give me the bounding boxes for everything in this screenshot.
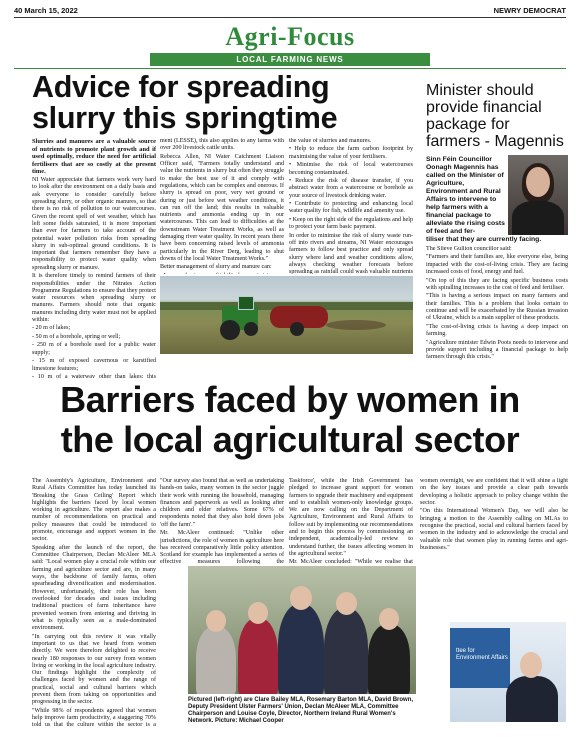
article2-headline: Minister should provide financial package for farmers - Magennis <box>426 82 564 150</box>
article3-paragraph: "In carrying out this review it was vitally important to us that we heard from women directly. We were therefore delighted to receive nearly 180 responses to our survey from women living or working in the local agriculture industry. Our findings highlight the complexity of challenges faced by women and the range of practical, social and cultural barriers which prevent them from taking on opportunities and progressing in the sector. <box>32 633 156 706</box>
portrait-face <box>526 167 550 197</box>
section-subtitle: LOCAL FARMING NEWS <box>236 55 344 64</box>
article3-column-1 <box>32 478 156 728</box>
article1-column-1 <box>32 138 156 378</box>
chairperson-photo <box>450 622 566 722</box>
person-head <box>248 602 268 624</box>
article3-paragraph: Mr. McAleer continued: "Unlike other jurisdictions, the role of women in agriculture here has received comparatively little policy attention. Scotland for example has implemented a series of effective measures following the <box>160 530 284 564</box>
article1-paragraph: • Minimise the risk of local watercourses becoming contaminated. <box>289 162 413 176</box>
article3-paragraph: The Assembly's Agriculture, Environment and Rural Affairs Committee has today launched its 'Breaking the Grass Ceiling' Report which highlights the barriers faced by local women working in agriculture. The report also makes a number of recommendations on practical and policy measures that could be introduced to promote, encourage and support women in the sector. <box>32 478 156 543</box>
article2-paragraph: "The cost-of-living crisis is having a deep impact on farming. <box>426 323 568 338</box>
page-header <box>0 0 580 22</box>
article1-list-item: - 250 m of a borehole used for a public water supply; <box>32 342 156 356</box>
article1-column-3 <box>289 138 413 274</box>
person-shape <box>368 624 410 694</box>
person-head <box>290 586 312 610</box>
article1-list-item: - 50 m of a borehole, spring or well; <box>32 333 121 340</box>
councillor-portrait <box>508 155 568 235</box>
person-head <box>336 592 357 615</box>
article1-column-2 <box>160 138 284 274</box>
article3-paragraph: Mr. McAleer concluded: "While we realise that <box>289 559 413 564</box>
header-rule <box>14 17 566 18</box>
banner-text: ttee for Environment Affairs <box>456 648 508 661</box>
article1-headline: Advice for spreading slurry this springtime <box>32 70 338 135</box>
section-masthead <box>0 22 580 72</box>
article3-paragraph: Speaking after the launch of the report, the Committee Chairperson, Declan McAleer MLA said: "Local women play a crucial role within our farming and agriculture sector and are, in many ways, the backbone of family farms, often spearheading diversification and modernisation. However, unfortunately, their role has been overlooked for decades and issues including traditional practices of farm inheritance have prevented women from entering and thriving in what is typically seen as a male-dominated environment. <box>32 544 156 632</box>
article1-paragraph: Better management of slurry and manure can: <box>160 264 272 271</box>
tractor-slurry-photo <box>160 276 413 354</box>
slurry-spray-shape <box>326 320 386 330</box>
section-subtitle-bar <box>150 53 430 66</box>
article1-paragraph: It is therefore timely to remind farmers of their responsibilities under the Nitrates Action Programme Regulations to ensure that they protect water resources when spreading slurry or manures. Farmers should note that organic manures including dirty water must not be applied within: <box>32 273 156 323</box>
article2-paragraph: "This is having a serious impact on many farmers and their families. This is a problem that looks certain to continue and will be exacerbated by the Russian invasion of Ukraine, which is a main supplier of these products. <box>426 293 568 322</box>
photo-caption: Pictured (left-right) are Clare Bailey MLA, Rosemary Barton MLA, David Brown, Deputy President Ulster Farmers' Union, Declan McAleer MLA, Committee Chairperson and Louise Coyle, Director, Northern Ireland Rural Women's Network. Picture: Michael Cooper <box>188 697 414 724</box>
article1-paragraph: NI Water appreciate that farmers work very hard to look after the environment on a daily basis and ask everyone to consider carefully before spreading slurry, or other organic manures, so that there is no risk of pollution to our watercourses. Given the recent spell of wet weather, which has left some fields saturated, it is more important than ever for farmers to take account of the potential water pollution risks from spreading slurry in sub-optimal ground conditions. It is important that farmers remember they have a responsibility to protect water quality when spreading slurry or manure. <box>32 177 156 271</box>
article1-list-item: - 20 m of lakes; <box>32 325 71 332</box>
article3-column-3 <box>289 478 413 564</box>
article2-paragraph: "Agriculture minister Edwin Poots needs to intervene and provide support including a financial package to help farmers through this crisis." <box>426 339 568 361</box>
article1-lead: Slurries and manures are a valuable source of nutrients to promote plant growth and if used optimally, reduce the need for artificial fertilisers that are so costly at the present time. <box>32 138 156 176</box>
person-shape <box>238 618 278 694</box>
wheel-shape <box>290 322 304 336</box>
article1-paragraph: • Contribute to protecting and enhancing local water quality for fish, wildlife and amenity use. <box>289 201 413 215</box>
article3-paragraph: women overnight, we are confident that it will shine a light on the key issues and provide a clear path towards developing a holistic approach to policy change within the sector. <box>420 478 568 506</box>
article3-column-2 <box>160 478 284 564</box>
article2-lead-part2: tiliser that they are currently facing. <box>426 236 542 243</box>
article3-headline: Barriers faced by women in the local agricultural sector <box>60 379 520 460</box>
article1-paragraph: ment (LESSE), this also applies to any farms with over 200 livestock cattle units. <box>160 138 284 152</box>
article2-lead-part1: Sinn Féin Councillor Oonagh Magennis has called on the Minister of Agriculture, Environment and Rural Affairs to intervene to help farmers with a financial package to alleviate the rising costs of feed and fer- <box>426 156 505 235</box>
article1-list-item: - 15 m of exposed cavernous or karstified limestone features; <box>32 358 156 372</box>
paper-name: NEWRY DEMOCRAT <box>493 6 566 15</box>
committee-group-photo <box>188 566 416 694</box>
committee-banner <box>450 628 510 688</box>
article3-paragraph: Taskforce', while the Irish Government has pledged to increase grant support for women farmers to upgrade their machinery and equipment and to establish women-only knowledge groups. We are now calling on the Department of Agriculture, Environment and Rural Affairs to follow suit by implementing our recommendations and to begin this process by commissioning an independent, academically-led review to understand further, the issues affecting women in the agricultural sector." <box>289 478 413 557</box>
person-body <box>506 676 558 722</box>
article3-paragraph: "While 98% of respondents agreed that women help improve farm productivity, a staggering 70% told us that the culture within the sector is a <box>32 707 156 728</box>
masthead-rule <box>14 68 566 69</box>
person-shape <box>196 626 236 694</box>
person-head <box>379 608 399 630</box>
person-face <box>520 652 542 678</box>
article3-paragraph: "Our survey also found that as well as undertaking hands-on tasks, many women in the sector juggle their work with running the household, managing finances and paperwork as well as looking after children and elder relatives. Some 67% of respondents noted that they also hold down jobs 'off the farm'." <box>160 478 284 528</box>
article1-paragraph: • Help to reduce the farm carbon footprint by maximising the value of your fertilisers. <box>289 146 413 160</box>
article1-paragraph <box>160 273 284 274</box>
article1-paragraph: In order to minimise the risk of slurry waste run-off into rivers and streams, NI Water encourages farmers to follow best practice and only spread slurry where land and weather conditions allow, always checking weather forecasts before spreading as rainfall could wash valuable nutrients <box>289 232 413 274</box>
section-title: Agri-Focus <box>225 22 355 51</box>
article1-paragraph: the value of slurries and manures. <box>289 138 372 144</box>
portrait-body <box>512 201 564 235</box>
page-date: 40 March 15, 2022 <box>14 6 78 15</box>
article1-paragraph: • Reduce the risk of disease transfer, if you abstract water from a watercourse or borehole as your source of livestock drinking water. <box>289 178 413 199</box>
wheel-shape <box>244 322 258 336</box>
article3-paragraph: "On this International Women's Day, we will also be bringing a motion to the Assembly calling on MLAs to recognise the practical, social and cultural barriers faced by women in the industry and to acknowledge the crucial and valuable role that women play in running farms and agri-businesses." <box>420 508 568 551</box>
wheel-shape <box>220 320 240 340</box>
article3-column-4 <box>420 478 568 618</box>
article1-paragraph: • Keep on the right side of the regulations and help to protect your farm basic payment. <box>289 216 413 231</box>
tractor-cab-shape <box>238 296 254 310</box>
person-shape <box>324 608 368 694</box>
article1-paragraph: Rebecca Allen, NI Water Catchment Liaison Officer said, "Farmers totally understand and value the nutrients in slurry but often they struggle to make the best use of it and comply with regulations, which can be complex and onerous. If slurry is spread on poor, very wet ground or during or just before wet weather conditions, it can run off the land; this results in valuable nutrients and ammonia ending up in our watercourses. This can lead to difficulties at the downstream Water Treatment Works, as well as damaging river water quality. In recent years there have been concerning raised levels of ammonia particularly in the River Derg, leading to shut downs of the local Water Treatment Works." <box>160 153 284 262</box>
article2-paragraph: "Farmers and their families are, like everyone else, being impacted with the cost-of-living crisis. They are facing increased costs of food, energy and fuel. <box>426 254 568 276</box>
article2-body <box>426 246 568 376</box>
person-shape <box>278 604 324 694</box>
article2-paragraph: The Slieve Gullion councillor said: <box>426 246 512 252</box>
article1-list-item: - 10 m of a waterway other than lakes; this <box>32 374 156 378</box>
article2-paragraph: "On top of this they are facing specific business costs with spiralling increases to the cost of feed and fertiliser. <box>426 277 568 291</box>
person-head <box>206 610 226 632</box>
